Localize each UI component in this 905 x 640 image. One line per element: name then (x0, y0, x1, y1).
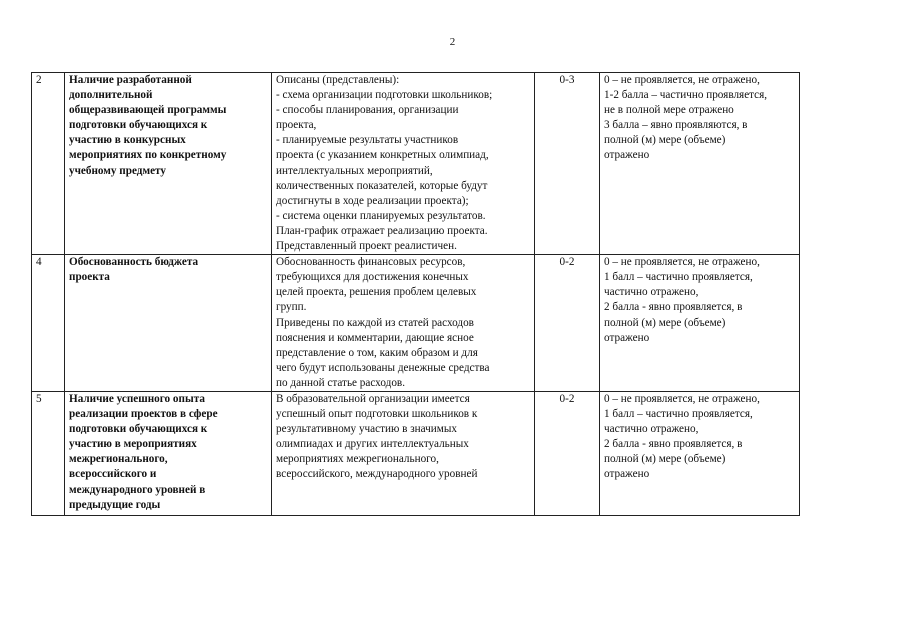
row-number: 4 (32, 255, 65, 392)
rating-scale (600, 391, 800, 515)
description-line: требующихся для достижения конечных (276, 271, 469, 284)
description-line: Представленный проект реалистичен. (276, 240, 457, 253)
description-line: чего будут использованы денежные средства (276, 361, 490, 374)
description-line: Описаны (представлены): (276, 74, 400, 86)
criterion-name-line: Обоснованность бюджета (69, 256, 199, 269)
criteria-table (31, 72, 800, 516)
criterion-description (272, 391, 535, 515)
criterion-name (65, 255, 272, 392)
description-line: целей проекта, решения проблем целевых (276, 286, 477, 299)
rating-line: отражено (604, 149, 650, 162)
description-line: проекта (с указанием конкретных олимпиад, (276, 149, 489, 162)
rating-scale (600, 255, 800, 392)
description-line: интеллектуальных мероприятий, (276, 164, 433, 177)
description-line: - система оценки планируемых результатов. (276, 209, 486, 222)
description-line: результативному участию в значимых (276, 423, 457, 436)
criterion-description (272, 73, 535, 255)
criterion-name-line: мероприятиях по конкретному (69, 149, 227, 162)
description-line: проекта, (276, 119, 317, 132)
rating-line: частично отражено, (604, 423, 699, 436)
description-line: по данной статье расходов. (276, 376, 405, 389)
page-number: 2 (449, 36, 456, 48)
description-line: мероприятиях межрегионального, (276, 453, 439, 466)
rating-line: отражено (604, 331, 650, 344)
score-range: 0-2 (535, 391, 600, 515)
rating-line: полной (м) мере (объеме) (604, 134, 726, 147)
rating-line: 2 балла - явно проявляется, в (604, 301, 743, 314)
rating-scale (600, 73, 800, 255)
criterion-name-line: подготовки обучающихся к (69, 119, 208, 132)
rating-line: не в полной мере отражено (604, 104, 734, 117)
criterion-name-line: всероссийского и (69, 468, 157, 481)
rating-line: полной (м) мере (объеме) (604, 316, 726, 329)
criterion-name-line: предыдущие годы (69, 498, 161, 511)
rating-line: 2 балла - явно проявляется, в (604, 438, 743, 451)
criterion-name-line: международного уровней в (69, 483, 206, 496)
rating-line: 0 – не проявляется, не отражено, (604, 74, 760, 86)
criterion-name-line: участию в мероприятиях (69, 438, 197, 451)
description-line: Обоснованность финансовых ресурсов, (276, 256, 466, 269)
description-line: Приведены по каждой из статей расходов (276, 316, 474, 329)
description-line: олимпиадах и других интеллектуальных (276, 438, 469, 451)
description-line: - способы планирования, организации (276, 104, 459, 117)
criterion-name-line: Наличие успешного опыта (69, 392, 205, 405)
criterion-name-line: общеразвивающей программы (69, 104, 227, 117)
rating-line: отражено (604, 468, 650, 481)
rating-line: 0 – не проявляется, не отражено, (604, 392, 760, 405)
score-range: 0-2 (535, 255, 600, 392)
row-number: 5 (32, 391, 65, 515)
rating-line: полной (м) мере (объеме) (604, 453, 726, 466)
criterion-name-line: участию в конкурсных (69, 134, 186, 147)
description-line: групп. (276, 301, 307, 314)
criterion-name (65, 391, 272, 515)
criterion-name-line: межрегионального, (69, 453, 168, 466)
description-line: пояснения и комментарии, дающие ясное (276, 331, 474, 344)
criterion-name-line: проекта (69, 271, 110, 284)
rating-line: 0 – не проявляется, не отражено, (604, 256, 760, 269)
description-line: представление о том, каким образом и для (276, 346, 478, 359)
row-number: 2 (32, 73, 65, 255)
description-line: количественных показателей, которые будут (276, 179, 488, 192)
table-row (32, 255, 800, 392)
description-line: достигнуты в ходе реализации проекта); (276, 194, 469, 207)
description-line: - схема организации подготовки школьников; (276, 89, 493, 102)
description-line: успешный опыт подготовки школьников к (276, 408, 478, 421)
rating-line: 3 балла – явно проявляются, в (604, 119, 748, 132)
rating-line: 1-2 балла – частично проявляется, (604, 89, 768, 102)
criterion-name-line: дополнительной (69, 89, 153, 102)
criterion-name-line: реализации проектов в сфере (69, 408, 218, 421)
description-line: всероссийского, международного уровней (276, 468, 478, 481)
table-row (32, 391, 800, 515)
rating-line: 1 балл – частично проявляется, (604, 271, 753, 284)
score-range: 0-3 (535, 73, 600, 255)
description-line: План-график отражает реализацию проекта. (276, 224, 488, 237)
criterion-name-line: Наличие разработанной (69, 74, 192, 86)
criterion-name (65, 73, 272, 255)
criterion-name-line: учебному предмету (69, 164, 166, 177)
criterion-name-line: подготовки обучающихся к (69, 423, 208, 436)
rating-line: частично отражено, (604, 286, 699, 299)
table-row (32, 73, 800, 255)
description-line: - планируемые результаты участников (276, 134, 459, 147)
criterion-description (272, 255, 535, 392)
description-line: В образовательной организации имеется (276, 392, 470, 405)
rating-line: 1 балл – частично проявляется, (604, 408, 753, 421)
